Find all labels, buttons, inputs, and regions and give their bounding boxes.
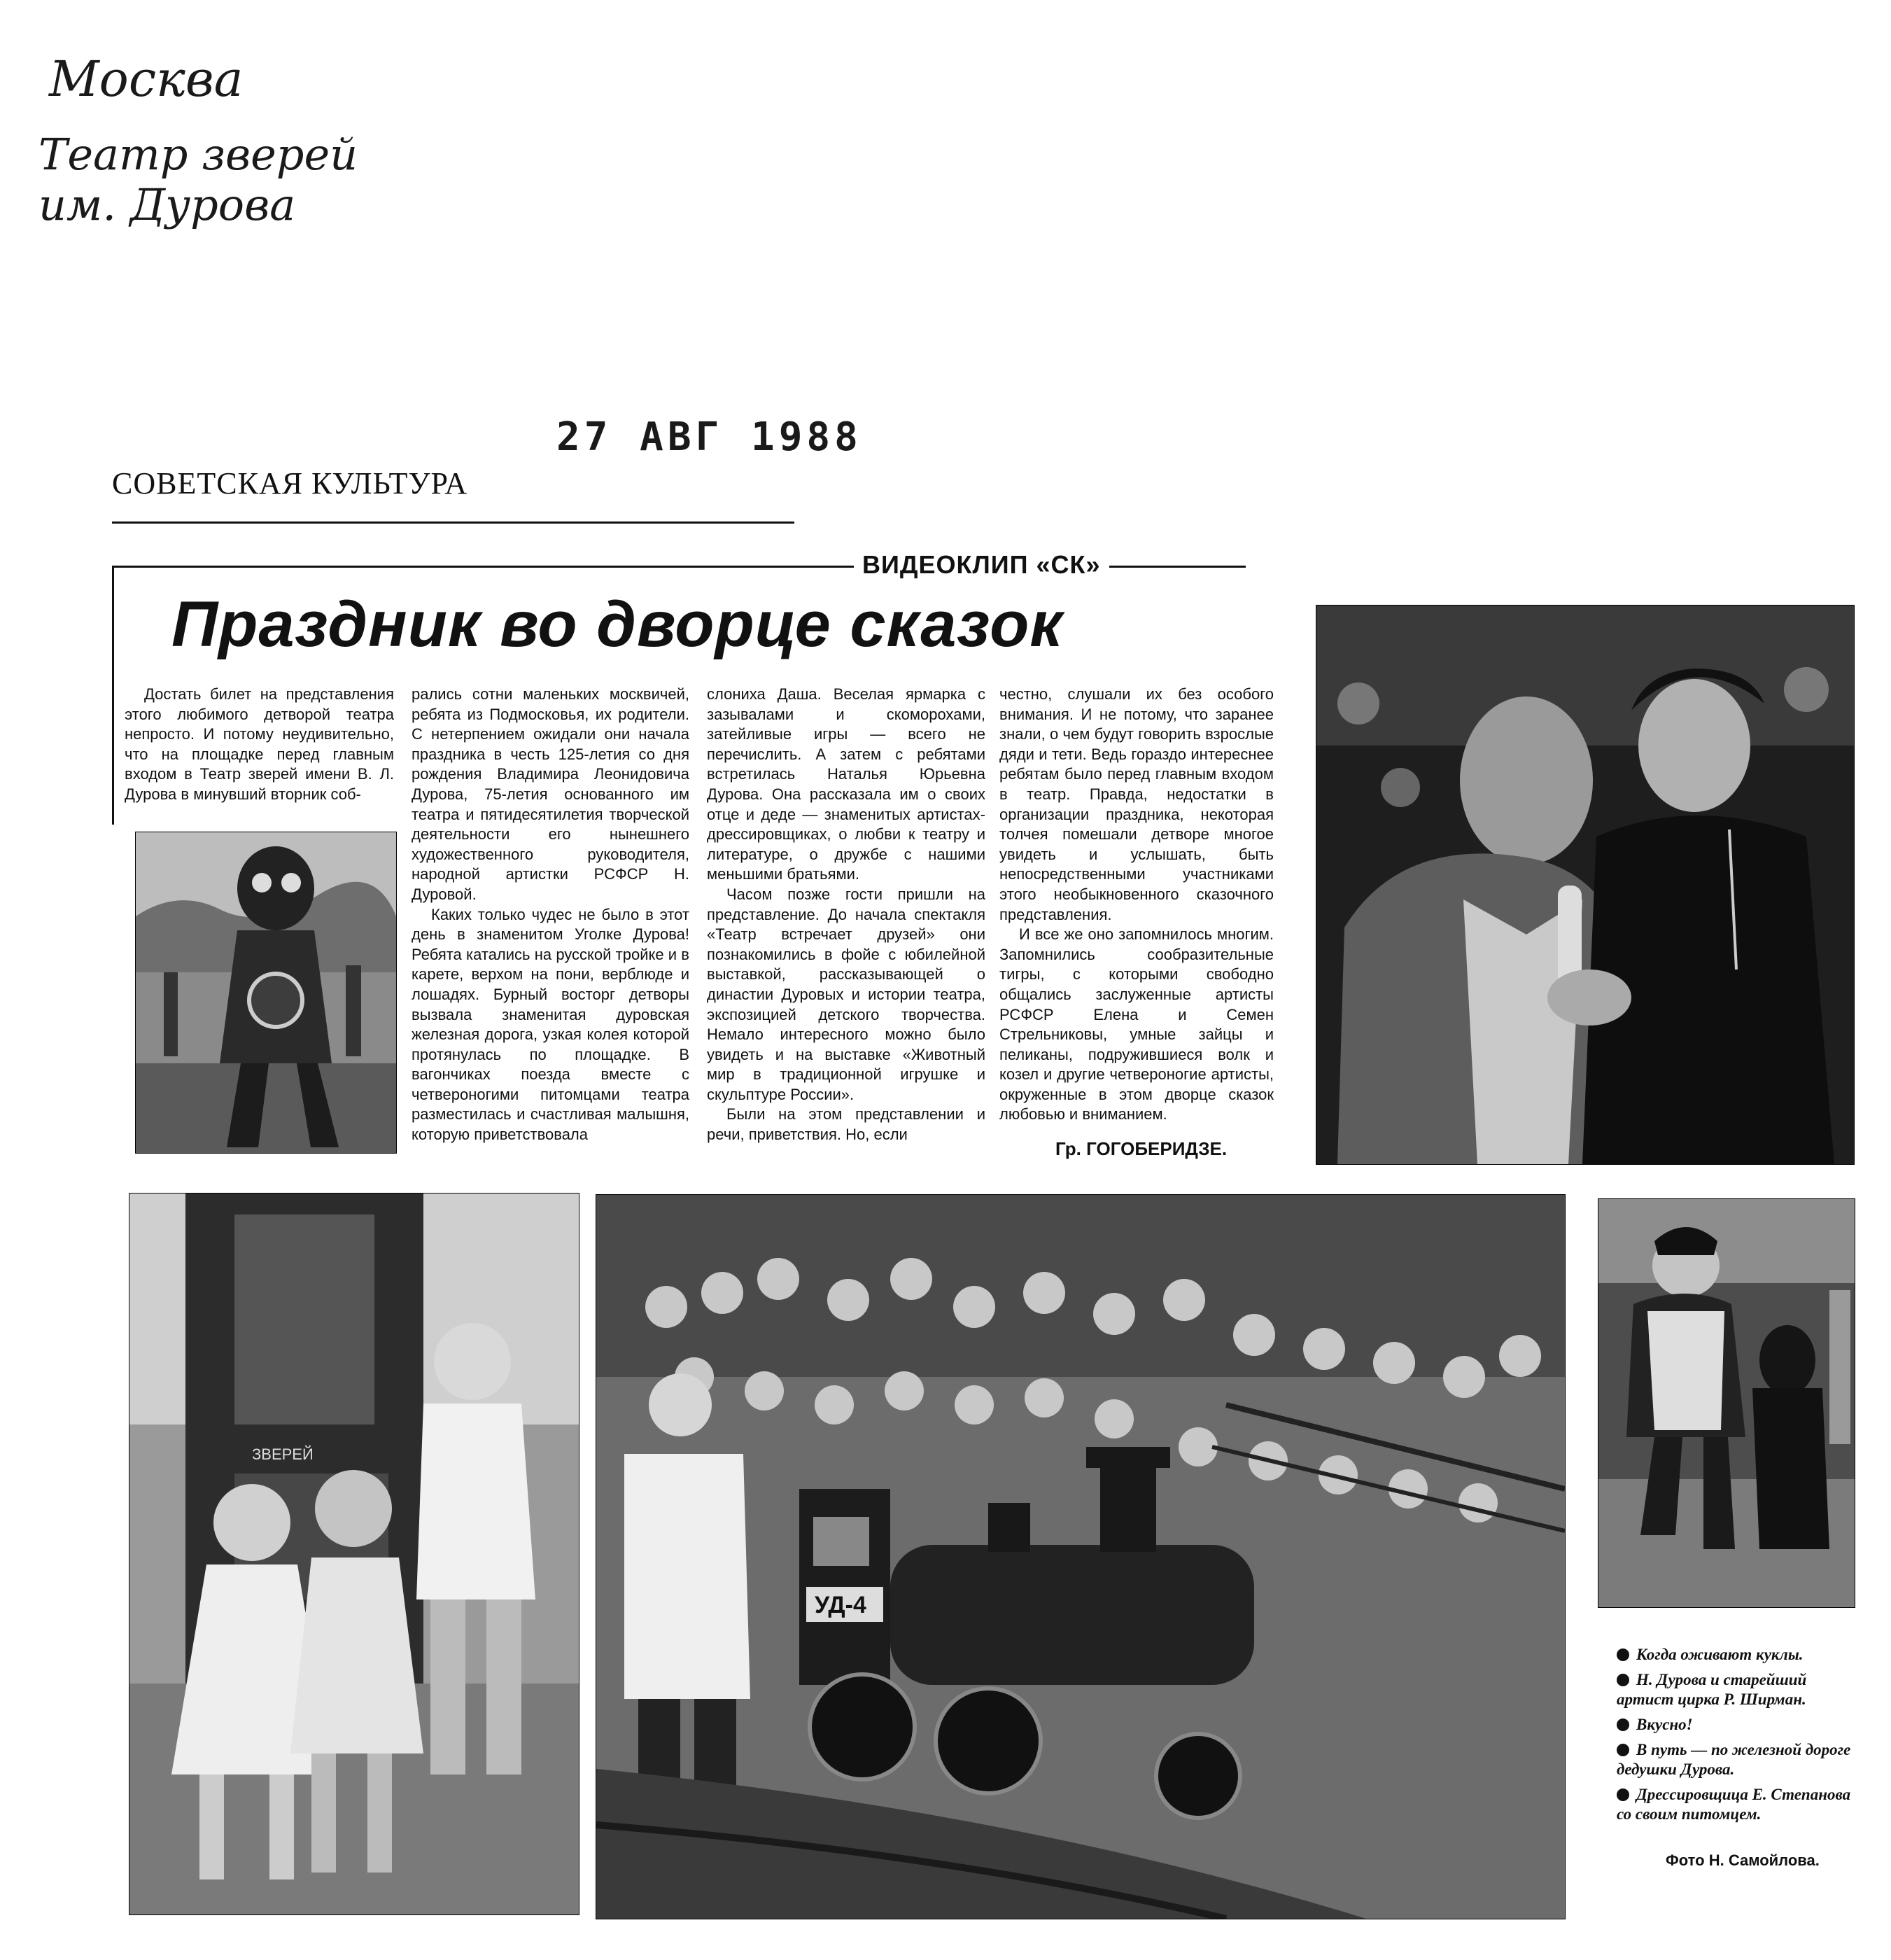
caption-text: Дрессировщица Е. Степанова со своим питомцем. xyxy=(1617,1786,1851,1823)
paragraph: Часом позже гости пришли на представление. До начала спектакля «Театр встречает друзей» они познакомились в фойе с юбилейной выставкой, рассказывающей о династии Дуровых и истории театра, экспозицией детского творчества. Немало интересного можно было увидеть и на выставке «Животный мир в традиционной игрушке и скульптуре России». xyxy=(707,885,985,1103)
photo-locomotive xyxy=(596,1194,1566,1919)
bullet-icon xyxy=(1617,1788,1629,1801)
handwritten-theatre: Театр зверей xyxy=(38,129,358,180)
paragraph: рались сотни маленьких москвичей, ребята из Подмосковья, их родители. С нетерпением ожидали они начала праздника в честь 125-летия со дня рождения Владимира Леонидовича Дурова, 75-летия основанного им театра и пятидесятилетия творческой деятельности его нынешнего художественного руководителя, народной артистки РСФСР Н. Дуровой. xyxy=(412,685,689,903)
newspaper-masthead: СОВЕТСКАЯ КУЛЬТУРА xyxy=(112,466,468,500)
rubric-label: ВИДЕОКЛИП «СК» xyxy=(854,550,1109,580)
paragraph: Достать билет на представления этого любимого детворой театра непросто. И потому неудивительно, что на площадке перед главным входом в Театр зверей имени В. Л. Дурова в минувший вторник соб- xyxy=(125,685,394,803)
article-column-2 xyxy=(412,685,689,1162)
paragraph: Каких только чудес не было в этот день в знаменитом Уголке Дурова! Ребята катались на русской тройке и в карете, верхом на пони, верблюде и лошадях. Бурный восторг детворы вызвала знаменитая дуровская железная дорога, узкая колея которой протянулась по площадке. В вагончиках поезда вместе с четвероногими питомцами театра разместилась и счастливая малышня, которую приветствовала xyxy=(412,905,689,1144)
caption-text: В путь — по железной дороге дедушки Дурова. xyxy=(1617,1741,1851,1778)
bullet-icon xyxy=(1617,1674,1629,1686)
caption-item xyxy=(1617,1645,1851,1665)
paragraph: слониха Даша. Веселая ярмарка с зазывалами и скоморохами, затейливые игры — всего не перечислить. А затем с ребятами встретилась Наталья Юрьевна Дурова. Она рассказала им о своих отце и деде — знаменитых артистах-дрессировщиках, о любви к театру и литературе, о дружбе с нашими меньшими братьями. xyxy=(707,685,985,883)
caption-item xyxy=(1617,1740,1851,1779)
article-column-3 xyxy=(707,685,985,1162)
article-column-4 xyxy=(999,685,1274,1138)
handwritten-name: им. Дурова xyxy=(38,179,296,230)
photo-credit: Фото Н. Самойлова. xyxy=(1666,1851,1820,1869)
paragraph: И все же оно запомнилось многим. Запомнились сообразительные тигры, с которыми свободно общались заслуженные артисты РСФСР Елена и Семен Стрельниковы, умные зайцы и пеликаны, подружившиеся волк и козел и другие четвероногие артисты, окруженные в этом дворце сказок любовью и вниманием. xyxy=(999,925,1274,1124)
photo-puppet xyxy=(135,832,397,1154)
caption-text: Вкусно! xyxy=(1636,1716,1693,1733)
caption-item xyxy=(1617,1715,1851,1735)
caption-text: Н. Дурова и старейший артист цирка Р. Ширман. xyxy=(1617,1671,1807,1708)
masthead-rule xyxy=(112,522,794,524)
paragraph: честно, слушали их без особого внимания. И не потому, что заранее знали, о чем будут говорить взрослые дяди и тети. Ведь гораздо интереснее ребятам было перед главным входом в театр. Правда, недостатки в организации праздника, некоторая толчея помешали детворе многое увидеть и услышать, быть непосредственными участниками этого необыкновенного сказочного представления. xyxy=(999,685,1274,923)
photo-captions xyxy=(1617,1645,1851,1830)
poster-label: ЗВЕРЕЙ xyxy=(252,1446,314,1463)
handwritten-city: Москва xyxy=(49,50,244,108)
article-byline: Гр. ГОГОБЕРИДЗЕ. xyxy=(1055,1138,1228,1159)
bullet-icon xyxy=(1617,1718,1629,1731)
bullet-icon xyxy=(1617,1744,1629,1756)
date-stamp: 27 АВГ 1988 xyxy=(556,414,862,460)
photo-durova-shirman xyxy=(1316,605,1855,1165)
photo-trainer-stepanova xyxy=(1598,1198,1855,1608)
bullet-icon xyxy=(1617,1648,1629,1661)
locomotive-plate: УД-4 xyxy=(815,1592,866,1618)
caption-item xyxy=(1617,1670,1851,1709)
caption-item xyxy=(1617,1785,1851,1824)
article-column-1 xyxy=(125,685,394,822)
paragraph: Были на этом представлении и речи, приветствия. Но, если xyxy=(707,1105,985,1144)
article-headline: Праздник во дворце сказок xyxy=(171,589,1063,660)
article-left-rule xyxy=(112,566,114,825)
caption-text: Когда оживают куклы. xyxy=(1636,1646,1804,1663)
photo-children-eating xyxy=(129,1193,579,1915)
